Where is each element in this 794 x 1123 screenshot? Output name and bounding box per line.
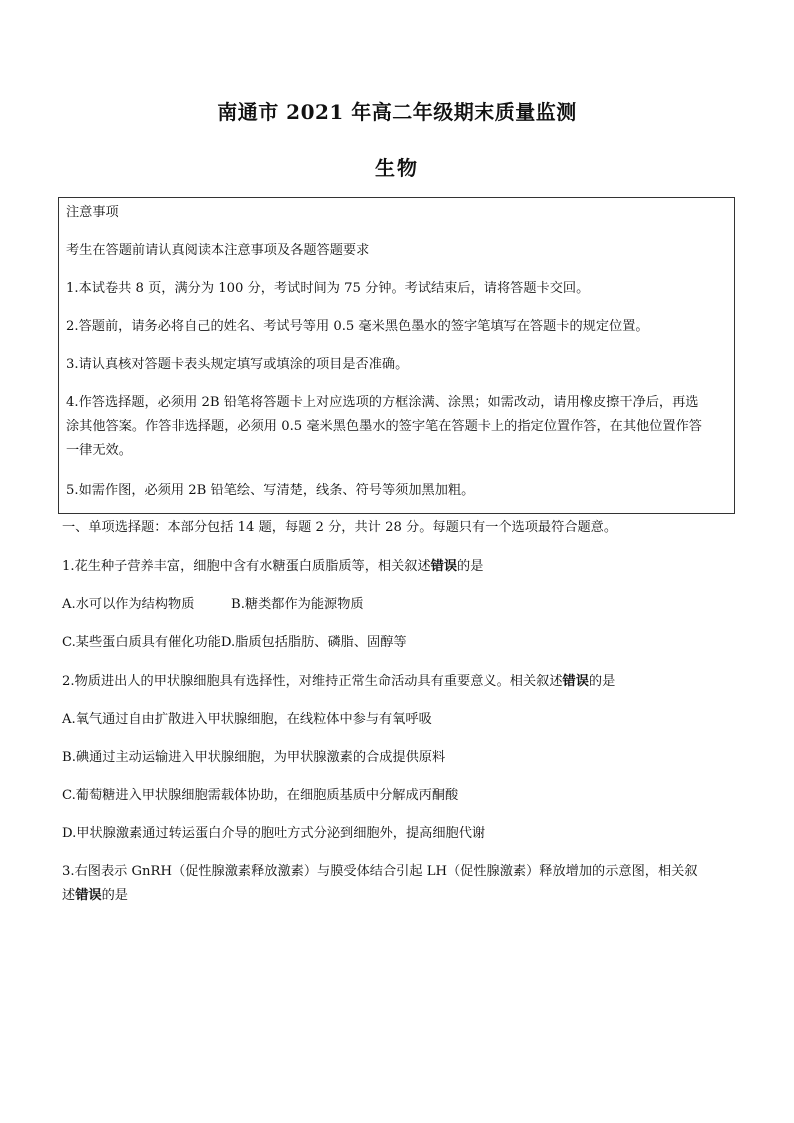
notice-item-5: 5.如需作图，必须用 2B 铅笔绘、写清楚，线条、符号等须加黑加粗。 xyxy=(66,483,475,498)
question-1-option-a: A.水可以作为结构物质 xyxy=(62,597,195,612)
notice-item-4-line1: 4.作答选择题，必须用 2B 铅笔将答题卡上对应选项的方框涂满、涂黑；如需改动，请用橡皮擦干净后，再选 xyxy=(66,395,699,410)
question-2-stem xyxy=(62,674,615,690)
exam-title: 南通市 2021 年高二年级期末质量监测 xyxy=(217,100,577,124)
question-3-stem-end: 的是 xyxy=(101,888,128,903)
notice-intro: 考生在答题前请认真阅读本注意事项及各题答题要求 xyxy=(66,243,370,258)
question-1-stem-text: 1.花生种子营养丰富，细胞中含有水糖蛋白质脂质等，相关叙述 xyxy=(62,559,431,574)
question-3-emphasis: 错误 xyxy=(75,888,102,903)
notice-heading: 注意事项 xyxy=(66,205,119,220)
question-2-stem-end: 的是 xyxy=(588,674,616,689)
question-2-emphasis: 错误 xyxy=(562,674,589,689)
notice-item-1: 1.本试卷共 8 页，满分为 100 分，考试时间为 75 分钟。考试结束后，请将答题卡交回。 xyxy=(66,281,590,296)
question-3-stem-line2 xyxy=(62,888,128,904)
question-1-option-b: B.糖类都作为能源物质 xyxy=(231,597,364,612)
notice-item-4-line3: 一律无效。 xyxy=(66,443,132,458)
question-2-option-b: B.碘通过主动运输进入甲状腺细胞，为甲状腺激素的合成提供原料 xyxy=(62,750,446,765)
question-1-stem xyxy=(62,559,483,575)
notice-item-4-line2: 涂其他答案。作答非选择题，必须用 0.5 毫米黑色墨水的签字笔在答题卡上的指定位置作答，在其他位置作答 xyxy=(66,419,702,434)
section-heading: 一、单项选择题：本部分包括 14 题，每题 2 分，共计 28 分。每题只有一个选项最符合题意。 xyxy=(62,520,618,535)
question-2-option-c: C.葡萄糖进入甲状腺细胞需载体协助，在细胞质基质中分解成丙酮酸 xyxy=(62,788,459,803)
question-2-option-d: D.甲状腺激素通过转运蛋白介导的胞吐方式分泌到细胞外，提高细胞代谢 xyxy=(62,826,486,841)
question-1-emphasis: 错误 xyxy=(430,559,458,574)
question-2-option-a: A.氧气通过自由扩散进入甲状腺细胞，在线粒体中参与有氧呼吸 xyxy=(62,712,432,727)
question-2-stem-text: 2.物质进出人的甲状腺细胞具有选择性，对维持正常生命活动具有重要意义。相关叙述 xyxy=(62,674,563,689)
question-1-options-cd: C.某些蛋白质具有催化功能D.脂质包括脂肪、磷脂、固醇等 xyxy=(62,635,407,650)
question-3-stem-text: 述 xyxy=(62,888,76,903)
question-3-stem-line1: 3.右图表示 GnRH（促性腺激素释放激素）与膜受体结合引起 LH（促性腺激素）释放增加的示意图，相关叙 xyxy=(62,864,698,879)
question-1-stem-end: 的是 xyxy=(457,559,484,574)
subject-title: 生物 xyxy=(375,156,419,180)
notice-item-2: 2.答题前，请务必将自己的姓名、考试号等用 0.5 毫米黑色墨水的签字笔填写在答题卡的规定位置。 xyxy=(66,319,649,334)
notice-item-3: 3.请认真核对答题卡表头规定填写或填涂的项目是否准确。 xyxy=(66,357,409,372)
notice-box xyxy=(58,197,735,514)
